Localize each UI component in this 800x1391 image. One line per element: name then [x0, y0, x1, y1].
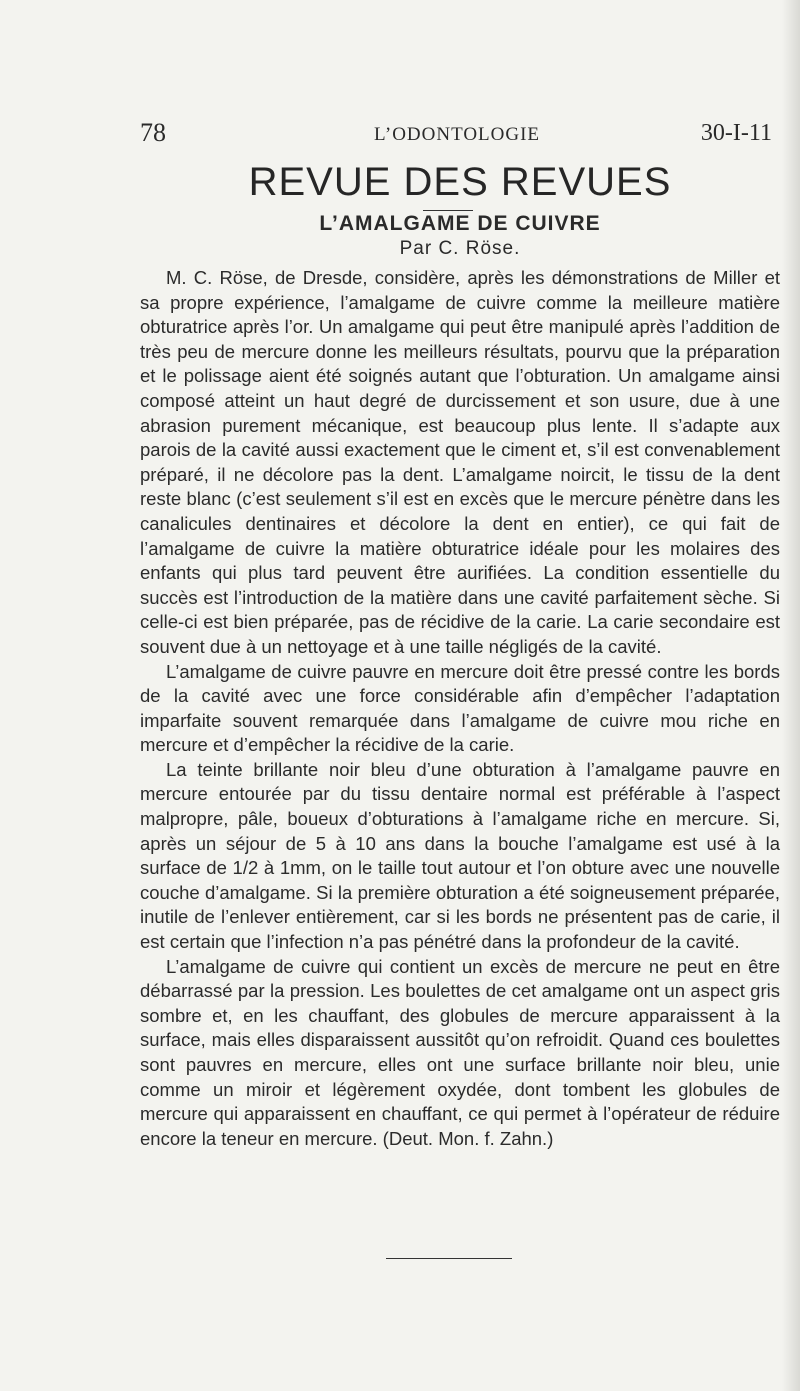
title-divider — [423, 210, 473, 211]
end-rule — [386, 1258, 512, 1259]
section-title: REVUE DES REVUES — [248, 160, 672, 204]
paragraph-4: L’amalgame de cuivre qui contient un excès de mercure ne peut en être débarrassé par la pression. Les boulettes de cet amalgame ont un aspect gris sombre et, en les chauffant, des globules de mercure apparaissent à la surface, mais elles disparaissent aussitôt qu’on refroidit. Quand ces boulettes sont pauvres en mercure, elles ont une surface brillante noir bleu, unie comme un miroir et légèrement oxydée, dont tombent les globules de mercure qui apparaissent en chauffant, ce qui permet à l’opérateur de réduire encore la teneur en mercure. (Deut. Mon. f. Zahn.) — [140, 955, 780, 1149]
issue-date: 30-I-11 — [700, 120, 772, 146]
paragraph-1: M. C. Röse, de Dresde, considère, après les démonstrations de Miller et sa propre expérience, l’amalgame de cuivre comme la meilleure matière obturatrice après l’or. Un amalgame qui peut être manipulé après l’addition de très peu de mercure donne les meilleurs résultats, pourvu que la préparation et le polissage aient été soignés autant que l’obturation. Un amalgame ainsi composé atteint un haut degré de durcissement et son usure, due à une abrasion purement mécanique, est beaucoup plus lente. Il s’adapte aux parois de la cavité aussi exactement que le ciment et, s’il est convenablement préparé, il ne décolore pas la dent. L’amalgame noircit, le tissu de la dent reste blanc (c’est seulement s’il est en excès que le mercure pénètre dans les canalicules dentinaires et décolore la dent en entier), ce qui fait de l’amalgame de cuivre la matière obturatrice idéale pour les molaires des enfants qui plus tard peuvent être aurifiées. La condition essentielle du succès est l’introduction de la matière dans une cavité parfaitement sèche. Si celle-ci est bien préparée, pas de récidive de la carie. La carie secondaire est souvent due à un nettoyage et à une taille négligés de la cavité. — [140, 267, 780, 657]
article-body — [140, 266, 780, 1151]
paragraph-3: La teinte brillante noir bleu d’une obturation à l’amalgame pauvre en mercure entourée par du tissu dentaire normal est préférable à l’aspect malpropre, pâle, boueux d’obturations à l’amalgame riche en mercure. Si, après un séjour de 5 à 10 ans dans la bouche l’amalgame est usé à la surface de 1/2 à 1mm, on le taille tout autour et l’on obture avec une nouvelle couche d’amalgame. Si la première obturation a été soigneusement préparée, inutile de l’enlever entièrement, car si les bords ne présentent pas de carie, il est certain que l’infection n’a pas pénétré dans la profondeur de la cavité. — [140, 758, 780, 953]
page-number: 78 — [140, 118, 166, 147]
paragraph-2: L’amalgame de cuivre pauvre en mercure doit être pressé contre les bords de la cavité avec une force considérable afin d’empêcher l’adaptation imparfaite souvent remarquée dans l’amalgame de cuivre mou riche en mercure et d’empêcher la récidive de la carie. — [140, 660, 780, 756]
article-title: L’AMALGAME DE CUIVRE — [319, 212, 601, 235]
article-byline: Par C. Röse. — [399, 238, 521, 259]
journal-name: L’ODONTOLOGIE — [374, 124, 541, 145]
page-edge-shadow — [782, 0, 800, 1391]
running-head — [140, 118, 780, 152]
